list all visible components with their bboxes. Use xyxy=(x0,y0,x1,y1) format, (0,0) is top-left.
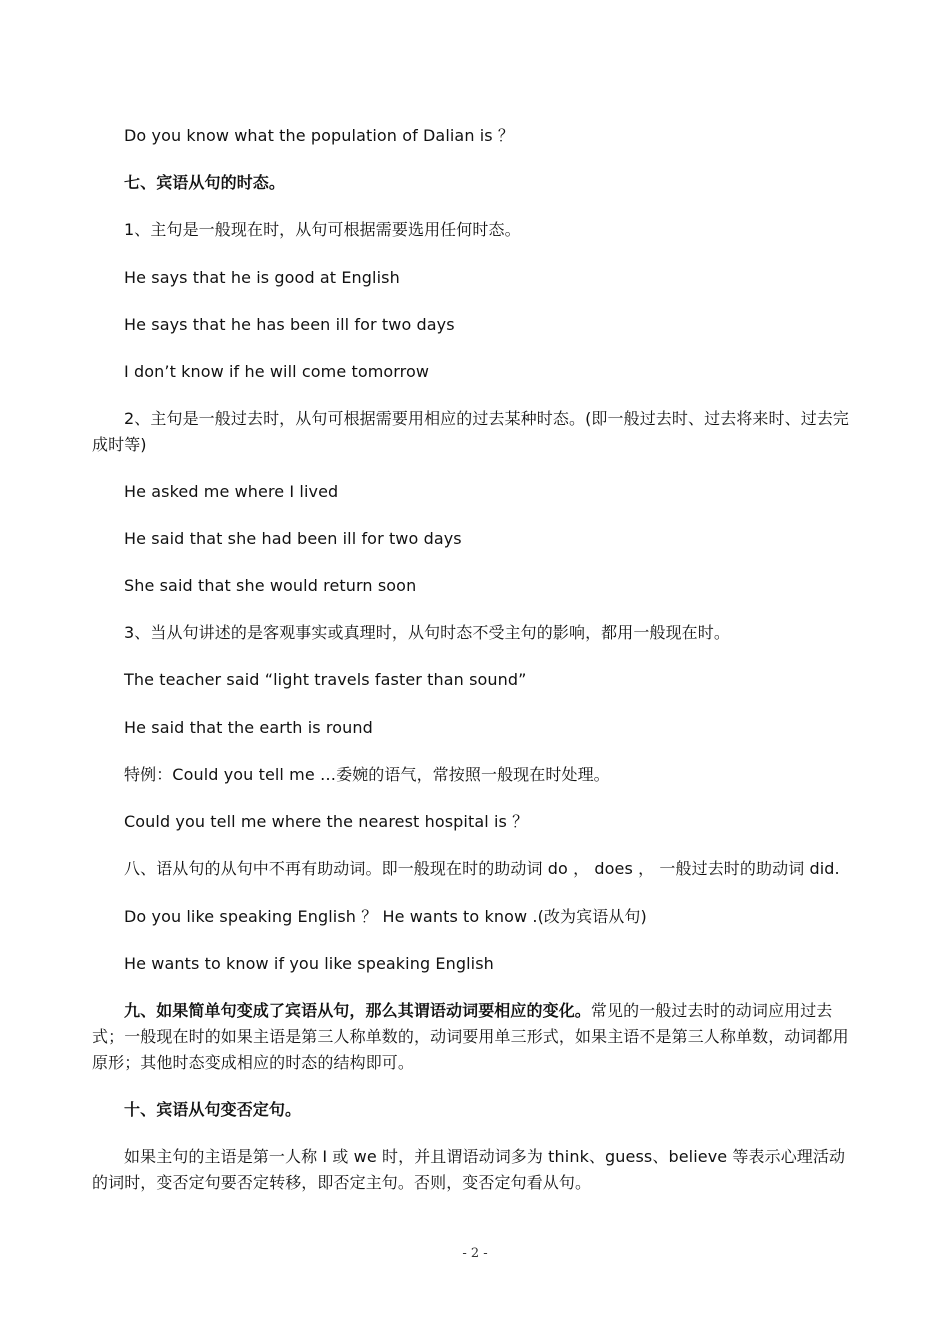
rule-paragraph-2: 2、主句是一般过去时，从句可根据需要用相应的过去某种时态。(即一般过去时、过去将来时、过去完成时等) xyxy=(92,409,850,454)
example-sentence: She said that she would return soon xyxy=(124,576,417,595)
example-sentence: Do you like speaking English ？ He wants to know .(改为宾语从句) xyxy=(124,907,647,926)
rule-paragraph-3: 3、当从句讲述的是客观事实或真理时，从句时态不受主句的影响，都用一般现在时。 xyxy=(124,623,730,642)
rule-paragraph-1: 1、主句是一般现在时，从句可根据需要选用任何时态。 xyxy=(124,220,521,239)
section-heading-9: 九、如果简单句变成了宾语从句，那么其谓语动词要相应的变化。 xyxy=(124,1001,591,1020)
special-case-note: 特例：Could you tell me …委婉的语气，常按照一般现在时处理。 xyxy=(124,765,610,784)
section-heading-10: 十、宾语从句变否定句。 xyxy=(124,1100,302,1119)
section-heading-7: 七、宾语从句的时态。 xyxy=(124,173,286,192)
example-sentence: He says that he is good at English xyxy=(124,268,400,287)
section-paragraph-10: 如果主句的主语是第一人称 I 或 we 时，并且谓语动词多为 think、guess、believe 等表示心理活动的词时，变否定句要否定转移，即否定主句。否则，变否定句看从句。 xyxy=(92,1147,846,1192)
section-paragraph-8: 八、语从句的从句中不再有助动词。即一般现在时的助动词 do ， does ， 一般过去时的助动词 did. xyxy=(124,859,840,878)
example-sentence: Do you know what the population of Dalian is ？ xyxy=(124,126,515,145)
example-sentence: He says that he has been ill for two days xyxy=(124,315,455,334)
example-sentence: I don’t know if he will come tomorrow xyxy=(124,362,430,381)
section-paragraph-9: 九、如果简单句变成了宾语从句，那么其谓语动词要相应的变化。常见的一般过去时的动词应用过去式；一般现在时的如果主语是第三人称单数的，动词要用单三形式，如果主语不是第三人称单数，动词都用原形；其他时态变成相应的时态的结构即可。 xyxy=(92,1001,849,1072)
example-sentence: The teacher said “light travels faster than sound” xyxy=(124,670,527,689)
example-sentence: He said that the earth is round xyxy=(124,718,373,737)
example-sentence: Could you tell me where the nearest hospital is ？ xyxy=(124,812,529,831)
example-sentence: He wants to know if you like speaking English xyxy=(124,954,494,973)
example-sentence: He asked me where I lived xyxy=(124,482,339,501)
page-number: - 2 - xyxy=(462,1246,488,1261)
example-sentence: He said that she had been ill for two days xyxy=(124,529,462,548)
